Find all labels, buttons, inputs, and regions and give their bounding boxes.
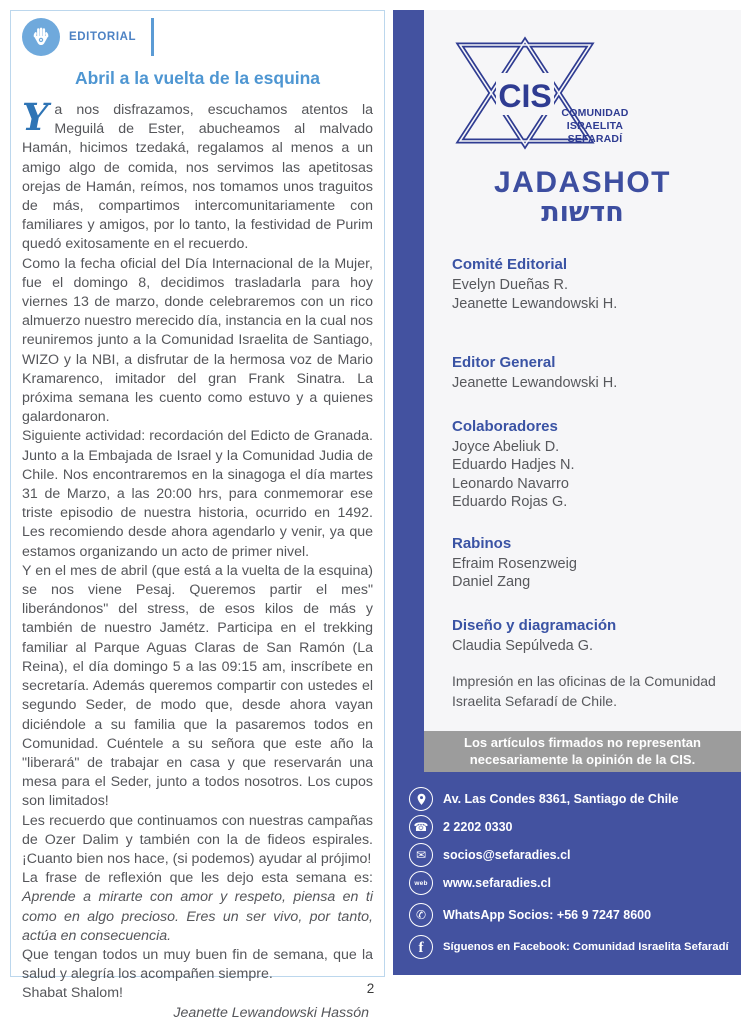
- contact-email[interactable]: ✉ socios@sefaradies.cl: [409, 843, 733, 867]
- paragraph-reflection: La frase de reflexión que les dejo esta semana es: Aprende a mirarte con amor y respeto, piensa en ti como en algo precioso. Eres un ser vivo, por tanto, actúa en consecuencia.: [22, 870, 373, 944]
- paragraph: Les recuerdo que continuamos con nuestras campañas de Ozer Dalim y también con la de fideos espirales. ¡Cuanto bien nos hace, (si podemos) ayudar al prójimo!: [22, 812, 373, 867]
- cis-logo: [424, 37, 741, 187]
- paragraph: Y en el mes de abril (que está a la vuelta de la esquina) se nos viene Pesaj. Queremos partir el mes" liberándonos" del stress, de esos kilos de más y también de nuestro Jamétz. Participa en el trekking familiar al Parque Aguas Claras de San Ramón (La Reina), el día domingo 5 a las 09:15 am, inscríbete en secretaría. Además queremos compartir con ustedes el segundo Seder, de modo que, desde ahora vayan diciéndole a su familia que la pasaremos todos en Comunidad. Cuéntele a su señora que este año la "liberará" de trabajar en casa y que reservarán una mesa para el Seder, junto a todos nosotros. Los cupos son limitados!: [22, 562, 373, 810]
- masthead: [424, 166, 741, 228]
- email-icon: ✉: [409, 843, 433, 867]
- credit-section-rabinos: Rabinos Efraim Rosenzweig Daniel Zang: [452, 534, 577, 590]
- editorial-article: [10, 10, 385, 1021]
- credit-section-comite: Comité Editorial Evelyn Dueñas R. Jeanette Lewandowski H.: [452, 256, 618, 312]
- paragraph: Como la fecha oficial del Día Internacional de la Mujer, fue el domingo 8, decidimos trasladarla para hoy viernes 13 de marzo, donde celebraremos con un rico almuerzo nuestro merecido día, instancia en la cual nos reuniremos junto a la Comunidad Israelita de Santiago, WIZO y la NBI, a disfrutar de la hermosa voz de Mario Kramarenco, imitador del gran Frank Sinatra. La próxima semana les cuento como estuvo y a quienes galardonaron.: [22, 255, 373, 426]
- logo-acronym: CIS: [498, 78, 552, 114]
- reflection-quote: Aprende a mirarte con amor y respeto, piensa en ti como en algo precioso. Eres un ser vivo, por tanto, actúa en consecuencia.: [22, 889, 373, 944]
- print-note: Impresión en las oficinas de la Comunidad Israelita Sefaradí de Chile.: [452, 673, 716, 709]
- logo-org-name: COMUNIDAD ISRAELITA SEFARADÍ: [561, 107, 629, 145]
- masthead-title: JADASHOT: [493, 166, 671, 199]
- masthead-hebrew: חדשות: [541, 197, 624, 228]
- author-signature: Jeanette Lewandowski Hassón: [173, 1004, 369, 1021]
- web-icon: web: [409, 871, 433, 895]
- page-number: 2: [366, 981, 375, 996]
- facebook-icon: f: [409, 935, 433, 959]
- contact-facebook[interactable]: f Síguenos en Facebook: Comunidad Israelita Sefaradí: [409, 935, 733, 959]
- article-title: Abril a la vuelta de la esquina: [74, 68, 321, 88]
- sidebar-masthead-panel: [424, 10, 741, 731]
- whatsapp-icon: ✆: [409, 903, 433, 927]
- paragraph: Siguiente actividad: recordación del Edicto de Granada. Junto a la Embajada de Israel y la Comunidad Judia de Chile. Nos encontraremos en la sinagoga el día martes 31 de Marzo, a las 20:00 hrs, para conmemorar ese triste episodio de nuestra historia, ocurrido en 1492. Les recomiendo desde ahora agendarlo y venir, ya que estamos organizando un acto de primer nivel.: [22, 428, 373, 560]
- credit-section-colaboradores: Colaboradores Joyce Abeliuk D. Eduardo Hadjes N. Leonardo Navarro Eduardo Rojas G.: [452, 417, 575, 510]
- disclaimer-banner: Los artículos firmados no representan necesariamente la opinión de la CIS.: [424, 731, 741, 772]
- credit-section-editor: Editor General Jeanette Lewandowski H.: [452, 354, 618, 391]
- dropcap: Y: [22, 95, 49, 139]
- contact-whatsapp[interactable]: ✆ WhatsApp Socios: +56 9 7247 8600: [409, 903, 733, 927]
- hamsa-icon: [22, 18, 60, 56]
- paragraph-closing: Que tengan todos un muy buen fin de semana, que la salud y alegría los acompañen siempre.: [22, 946, 373, 983]
- contact-phone[interactable]: ☎ 2 2202 0330: [409, 815, 733, 839]
- contact-address: Av. Las Condes 8361, Santiago de Chile: [409, 787, 733, 811]
- paragraph: Ya nos disfrazamos, escuchamos atentos la Meguilá de Ester, abucheamos al malvado Hamán, hicimos tzedaká, regalamos al menos a un amigo algo de comida, nos servimos las apetitosas orejas de Hamán, reímos, nos tomamos unos traguitos de más, compartimos intercomunitariamente con familiares y amigos, por lo tanto, la festividad de Purim quedó exitosamente en el recuerdo.: [22, 95, 373, 253]
- contact-panel: [393, 772, 741, 975]
- credit-section-diseno: Diseño y diagramación Claudia Sepúlveda G.: [452, 616, 617, 654]
- contact-website[interactable]: web www.sefaradies.cl: [409, 871, 733, 895]
- editorial-header: [22, 14, 373, 60]
- credits-list: [452, 255, 724, 655]
- phone-icon: ☎: [409, 815, 433, 839]
- header-divider: [151, 18, 154, 56]
- editorial-kicker: EDITORIAL: [69, 31, 137, 43]
- location-icon: [409, 787, 433, 811]
- article-body: [22, 95, 373, 1023]
- paragraph-shalom: Shabat Shalom!: [22, 985, 123, 1002]
